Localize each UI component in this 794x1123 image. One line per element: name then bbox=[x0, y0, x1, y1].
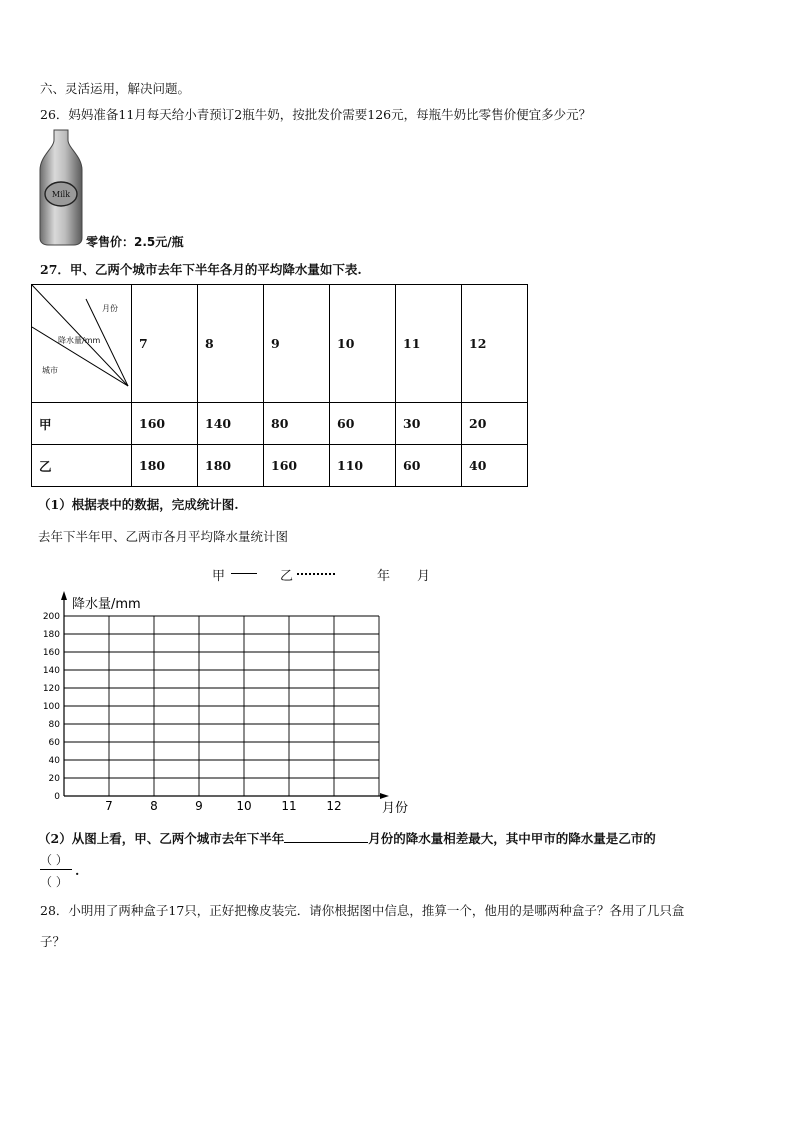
value-cell: 60 bbox=[330, 403, 396, 445]
city-cell: 乙 bbox=[32, 445, 132, 487]
y-tick-label: 140 bbox=[42, 666, 60, 676]
legend-yi-line bbox=[297, 573, 335, 575]
legend-yi-label: 乙 bbox=[280, 569, 294, 584]
fraction-bar bbox=[40, 869, 72, 870]
question-27-intro: 27．甲、乙两个城市去年下半年各月的平均降水量如下表. bbox=[40, 262, 362, 277]
x-tick-label: 12 bbox=[326, 799, 342, 813]
part-2-text-before: （2）从图上看，甲、乙两个城市去年下半年 bbox=[38, 831, 285, 846]
y-tick-label: 80 bbox=[48, 720, 60, 730]
question-26-text: 26．妈妈准备11月每天给小青预订2瓶牛奶，按批发价需要126元，每瓶牛奶比零售价便宜多少元？ bbox=[40, 107, 592, 122]
legend-year-label: 年 bbox=[377, 569, 391, 584]
fraction-denominator-blank[interactable]: （ ） bbox=[40, 875, 68, 889]
y-tick-label: 100 bbox=[42, 702, 60, 712]
rainfall-line-chart bbox=[34, 588, 414, 816]
month-header: 11 bbox=[396, 285, 462, 403]
y-axis-label: 降水量/mm bbox=[72, 597, 141, 612]
value-cell: 60 bbox=[396, 445, 462, 487]
table-corner-cell bbox=[32, 285, 132, 403]
y-tick-label: 40 bbox=[48, 756, 60, 766]
value-cell: 180 bbox=[132, 445, 198, 487]
value-cell: 180 bbox=[198, 445, 264, 487]
value-cell: 160 bbox=[264, 445, 330, 487]
value-cell: 20 bbox=[462, 403, 528, 445]
x-tick-label: 9 bbox=[195, 799, 203, 813]
city-cell: 甲 bbox=[32, 403, 132, 445]
x-tick-label: 8 bbox=[150, 799, 158, 813]
month-header: 9 bbox=[264, 285, 330, 403]
x-tick-label: 7 bbox=[105, 799, 113, 813]
milk-bottle-icon bbox=[38, 128, 84, 246]
table-row bbox=[32, 445, 528, 487]
value-cell: 30 bbox=[396, 403, 462, 445]
corner-city-label: 城市 bbox=[42, 366, 58, 375]
value-cell: 160 bbox=[132, 403, 198, 445]
y-tick-label: 180 bbox=[42, 630, 60, 640]
y-tick-label: 120 bbox=[42, 684, 60, 694]
chart-grid bbox=[64, 616, 379, 796]
month-header: 12 bbox=[462, 285, 528, 403]
corner-month-label: 月份 bbox=[102, 304, 118, 313]
part-2-text-after: 月份的降水量相差最大，其中甲市的降水量是乙市的 bbox=[368, 831, 656, 846]
y-tick-label: 60 bbox=[48, 738, 60, 748]
y-tick-labels bbox=[43, 612, 60, 802]
bottle-label: Milk bbox=[51, 190, 71, 199]
x-tick-labels bbox=[105, 799, 341, 813]
section-title: 六、灵活运用，解决问题。 bbox=[40, 81, 191, 96]
y-tick-label: 200 bbox=[42, 612, 60, 622]
y-axis-arrow-icon bbox=[61, 591, 67, 600]
chart-title: 去年下半年甲、乙两市各月平均降水量统计图 bbox=[38, 529, 289, 544]
answer-blank-month[interactable] bbox=[284, 830, 368, 843]
retail-price-label: 零售价：2.5元/瓶 bbox=[86, 235, 184, 249]
y-tick-label: 0 bbox=[54, 792, 60, 802]
legend-jia-label: 甲 bbox=[212, 569, 226, 584]
chart-axes bbox=[61, 591, 389, 799]
value-cell: 110 bbox=[330, 445, 396, 487]
corner-rain-label: 降水量/mm bbox=[58, 336, 101, 345]
y-tick-label: 160 bbox=[42, 648, 60, 658]
fraction-period: . bbox=[75, 863, 80, 878]
x-tick-label: 11 bbox=[281, 799, 297, 813]
question-28-line-2: 子？ bbox=[40, 934, 66, 949]
part-2-question bbox=[38, 829, 656, 847]
y-tick-label: 20 bbox=[48, 774, 60, 784]
fraction-numerator-blank[interactable]: （ ） bbox=[40, 853, 68, 867]
value-cell: 80 bbox=[264, 403, 330, 445]
table-row bbox=[32, 403, 528, 445]
month-header: 10 bbox=[330, 285, 396, 403]
value-cell: 40 bbox=[462, 445, 528, 487]
part-1-instruction: （1）根据表中的数据，完成统计图. bbox=[38, 497, 239, 512]
legend-month-label: 月 bbox=[417, 569, 431, 584]
month-header: 8 bbox=[198, 285, 264, 403]
x-axis-label: 月份 bbox=[382, 801, 409, 816]
x-tick-label: 10 bbox=[236, 799, 252, 813]
x-axis-arrow-icon bbox=[380, 793, 389, 799]
month-header: 7 bbox=[132, 285, 198, 403]
legend-jia-line bbox=[231, 573, 257, 574]
value-cell: 140 bbox=[198, 403, 264, 445]
rainfall-table bbox=[31, 284, 528, 487]
question-28-line-1: 28．小明用了两种盒子17只，正好把橡皮装完．请你根据图中信息，推算一个，他用的是哪两种盒子？各用了几只盒 bbox=[40, 903, 685, 918]
